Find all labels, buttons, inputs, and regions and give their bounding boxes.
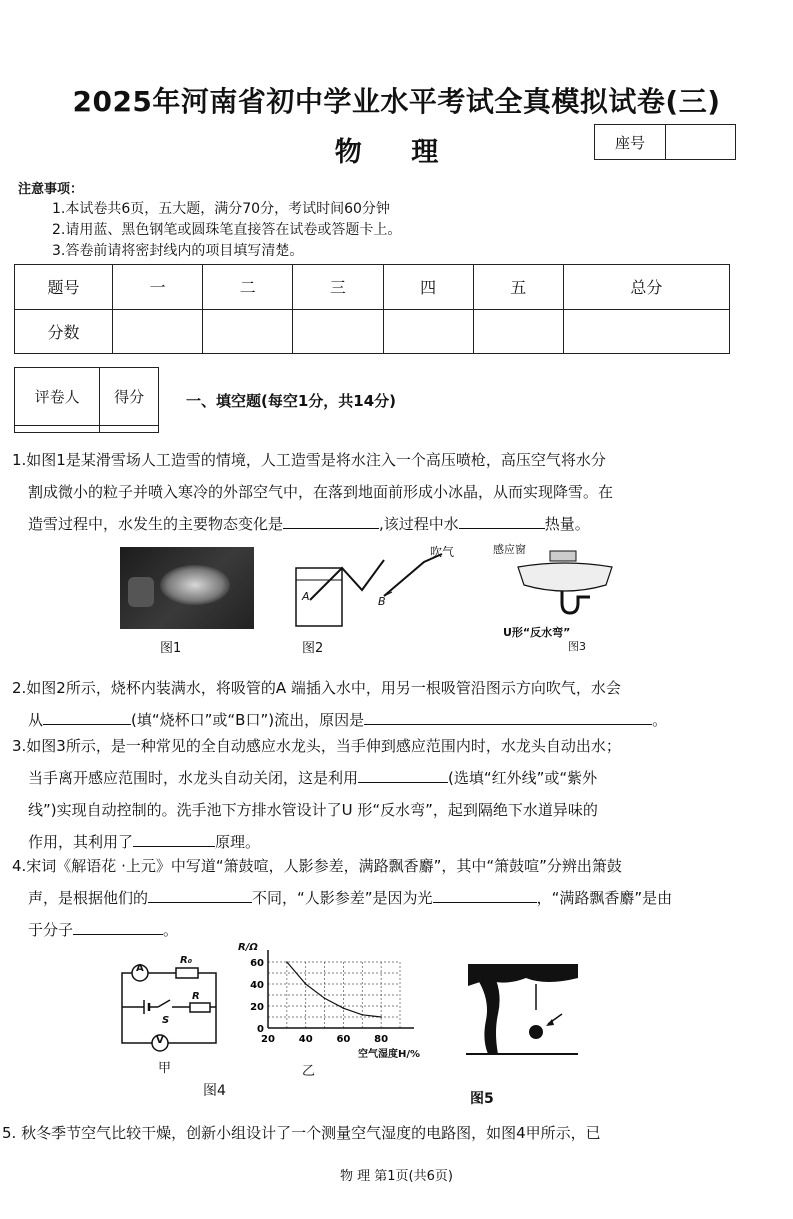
q1-line2: 割成微小的粒子并喷入寒冷的外部空气中，在落到地面前形成小冰晶，从而实现降雪。在 <box>28 483 614 501</box>
q5-line1: 5. 秋冬季节空气比较干燥，创新小组设计了一个测量空气湿度的电路图，如图4甲所示，已 <box>2 1124 601 1142</box>
q1-line3b: ,该过程中水 <box>379 515 459 533</box>
question-5 <box>2 1117 722 1149</box>
chart-x-tick-label: 20 <box>261 1034 275 1045</box>
notice-item-1: 1.本试卷共6页，五大题，满分70分，考试时间60分钟 <box>52 201 390 217</box>
fig5-caption: 图5 <box>470 1091 494 1107</box>
fig4-caption: 图4 <box>203 1083 226 1099</box>
q4-line2c: ，“满路飘香麝”是由 <box>536 889 673 907</box>
grader-header: 评卷人 <box>15 368 100 426</box>
page-footer: 物 理 第1页(共6页) <box>340 1169 453 1184</box>
q3-line2a: 当手离开感应范围时，水龙头自动关闭，这是利用 <box>28 769 359 787</box>
score-cell[interactable] <box>203 309 293 354</box>
q2-line2b: (填“烧杯口”或“B口”)流出，原因是 <box>131 711 365 729</box>
fig2-point-b: B <box>378 595 386 608</box>
chart-x-tick-label: 60 <box>336 1034 351 1045</box>
answer-blank[interactable] <box>148 884 252 903</box>
score-table-header-row <box>15 265 730 310</box>
score-cell[interactable] <box>563 309 729 354</box>
humidity-chart <box>232 945 442 1060</box>
seat-number-box <box>594 124 736 160</box>
fig5-drawing <box>466 960 578 1060</box>
q1-line3a: 造雪过程中，水发生的主要物态变化是 <box>28 515 284 533</box>
score-header-cell: 四 <box>383 265 473 310</box>
score-header-cell: 五 <box>473 265 563 310</box>
chart-xlabel: 空气湿度H/% <box>358 1049 421 1060</box>
q3-line3: 线”)实现自动控制的。洗手池下方排水管设计了U 形“反水弯”，起到隔绝下水道异味的 <box>28 801 598 819</box>
section-title: 一、填空题(每空1分，共14分) <box>186 392 397 410</box>
q4-line3b: 。 <box>163 921 179 939</box>
snow-spray <box>160 565 230 605</box>
circuit-diagram <box>110 955 225 1055</box>
chart-y-tick-label: 40 <box>250 980 264 991</box>
chart-ylabel: R/Ω <box>238 942 258 953</box>
fig3-sensor-label: 感应窗 <box>493 543 526 556</box>
question-3 <box>12 730 732 858</box>
chart-x-tick-label: 40 <box>298 1034 313 1045</box>
q1-line3c: 热量。 <box>544 515 590 533</box>
chart-y-tick-label: 20 <box>250 1002 264 1013</box>
notice-item-2: 2.请用蓝、黑色钢笔或圆珠笔直接答在试卷或答题卡上。 <box>52 222 402 238</box>
grader-cell[interactable] <box>15 425 100 432</box>
chart-point <box>380 1016 382 1018</box>
fig1-caption: 图1 <box>160 641 182 656</box>
chart-point <box>305 983 307 985</box>
answer-blank[interactable] <box>459 510 545 529</box>
score-header-cell: 题号 <box>15 265 113 310</box>
voltmeter-label: V <box>156 1035 164 1046</box>
fig2-point-a: A <box>302 590 310 603</box>
answer-blank[interactable] <box>43 706 131 725</box>
score-header-cell: 总分 <box>563 265 729 310</box>
score-cell[interactable] <box>473 309 563 354</box>
snow-photo <box>120 547 254 629</box>
q4-line3a: 于分子 <box>28 921 74 939</box>
grader-table <box>14 367 159 433</box>
question-1 <box>12 444 732 540</box>
q4-line1: 4.宋词《解语花 ·上元》中写道“箫鼓喧，人影参差，满路飘香麝”，其中“箫鼓喧”分辨出箫鼓 <box>12 857 622 875</box>
q4-line2b: 不同，“人影参差”是因为光 <box>252 889 433 907</box>
score-row-label: 分数 <box>15 309 113 354</box>
snow-cannon <box>128 577 154 607</box>
subject-title: 物 理 <box>334 137 459 168</box>
chart-x-tick-label: 80 <box>374 1034 389 1045</box>
chart-point <box>343 1007 345 1009</box>
fig2-blow-label: 吹气 <box>430 545 455 559</box>
chart-y-tick-label: 60 <box>250 958 264 969</box>
fig2-caption: 图2 <box>302 641 324 656</box>
answer-blank[interactable] <box>433 884 537 903</box>
score-table-row <box>15 309 730 354</box>
score-cell[interactable] <box>383 309 473 354</box>
answer-blank[interactable] <box>133 828 215 847</box>
grader-header: 得分 <box>100 368 159 426</box>
q1-line1: 1.如图1是某滑雪场人工造雪的情境，人工造雪是将水注入一个高压喷枪，高压空气将水分 <box>12 451 606 469</box>
chart-point <box>324 998 326 1000</box>
fig3-drawing <box>510 545 620 625</box>
chart-point <box>361 1014 363 1016</box>
chart-series-line <box>287 962 381 1017</box>
grader-cell[interactable] <box>100 425 159 432</box>
ammeter-label: A <box>136 963 144 974</box>
score-cell[interactable] <box>113 309 203 354</box>
score-header-cell: 二 <box>203 265 293 310</box>
score-cell[interactable] <box>293 309 383 354</box>
seat-label: 座号 <box>595 125 666 159</box>
answer-blank[interactable] <box>358 764 448 783</box>
fig4-yi-label: 乙 <box>302 1064 316 1079</box>
resistor-r0-label: R₀ <box>180 955 193 966</box>
q3-line1: 3.如图3所示，是一种常见的全自动感应水龙头，当手伸到感应范围内时，水龙头自动出水； <box>12 737 621 755</box>
score-table <box>14 264 730 354</box>
q3-line4a: 作用，其利用了 <box>28 833 134 851</box>
q2-line2c: 。 <box>652 711 668 729</box>
fig3-trap-label: U形“反水弯” <box>503 626 571 639</box>
question-2 <box>12 672 732 736</box>
q3-line2b: (选填“红外线”或“紫外 <box>448 769 598 787</box>
q2-line2a: 从 <box>28 711 44 729</box>
question-4 <box>12 850 732 946</box>
score-header-cell: 三 <box>293 265 383 310</box>
score-header-cell: 一 <box>113 265 203 310</box>
notice-item-3: 3.答卷前请将密封线内的项目填写清楚。 <box>52 243 304 259</box>
answer-blank[interactable] <box>73 916 163 935</box>
seat-number-field[interactable] <box>666 125 735 159</box>
q2-line1: 2.如图2所示，烧杯内装满水，将吸管的A 端插入水中，用另一根吸管沿图示方向吹气，水会 <box>12 679 621 697</box>
chart-point <box>286 961 288 963</box>
q4-line2a: 声，是根据他们的 <box>28 889 149 907</box>
switch-label: S <box>162 1015 170 1026</box>
answer-blank[interactable] <box>283 510 379 529</box>
q3-line4b: 原理。 <box>215 833 261 851</box>
resistor-r-label: R <box>192 991 200 1002</box>
chart-y-tick-label: 0 <box>257 1024 264 1035</box>
notice-heading: 注意事项： <box>18 182 84 197</box>
fig4-jia-label: 甲 <box>158 1061 172 1076</box>
answer-blank[interactable] <box>364 706 652 725</box>
fig3-caption: 图3 <box>568 640 586 653</box>
exam-title: 2025年河南省初中学业水平考试全真模拟试卷(三) <box>72 85 721 118</box>
